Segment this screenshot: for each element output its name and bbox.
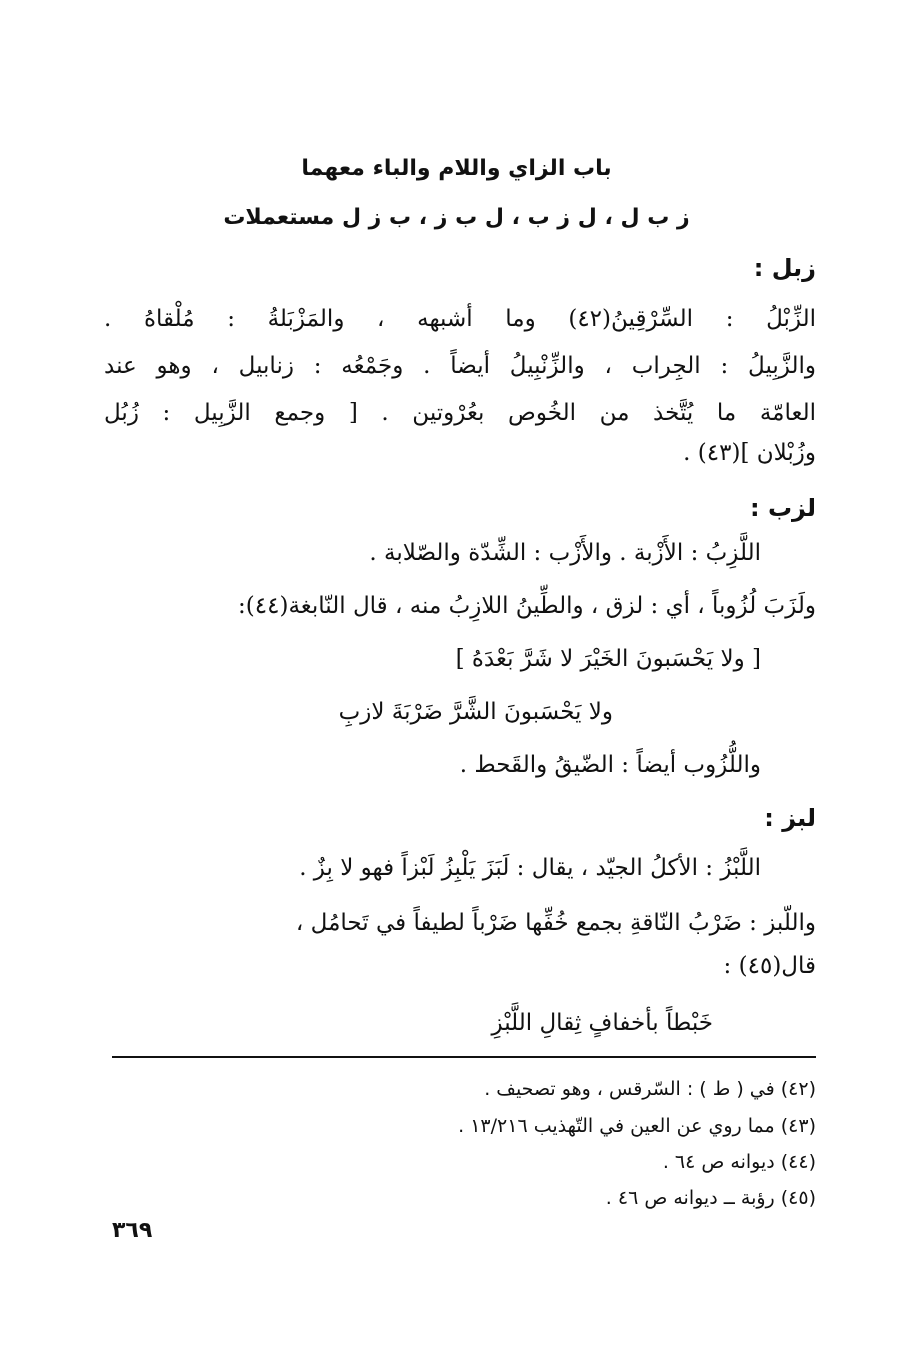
- entry-lzb-line-1: اللَّزِبُ : الأَزْبة . والأَزْب : الشِّدّة والصّلابة .: [369, 540, 761, 566]
- entry-heading-lzb: لزب :: [749, 494, 816, 522]
- entry-zbl-line-3: العامّة ما يُتَّخذ من الخُوص بعُرْوتين . [ وجمع الزَّبِيل : زُبُل: [104, 400, 816, 426]
- entry-lbz-line-3: قال(٤٥) :: [723, 953, 816, 979]
- footnote-45: (٤٥) رؤبة ــ ديوانه ص ٤٦ .: [605, 1187, 816, 1209]
- entry-heading-zbl: زبل :: [753, 254, 816, 282]
- entry-lzb-verse-1: [ ولا يَحْسَبونَ الخَيْرَ لا شَرَّ بَعْدَهُ ]: [455, 646, 761, 672]
- entry-lbz-line-1: اللَّبْزُ : الأكلُ الجيّد ، يقال : لَبَزَ يَلْبِزُ لَبْزاً فهو لا بِزٌ .: [299, 855, 761, 881]
- entry-zbl-line-2: والزَّبِيلُ : الجِراب ، والزِّنْبِيلُ أيضاً . وجَمْعُه : زنابيل ، وهو عند: [104, 353, 816, 379]
- footnote-42: (٤٢) في ( ط ) : السّرقس ، وهو تصحيف .: [484, 1078, 816, 1100]
- footnote-separator: [112, 1056, 816, 1058]
- footnote-44: (٤٤) ديوانه ص ٦٤ .: [662, 1151, 816, 1173]
- entry-lzb-line-3: واللُّزُوب أيضاً : الضّيقُ والقَحط .: [459, 752, 761, 778]
- entry-lzb-line-2: ولَزَبَ لُزُوباً ، أي : لزق ، والطِّينُ اللازِبُ منه ، قال النّابغة(٤٤):: [238, 593, 816, 619]
- page-number: ٣٦٩: [112, 1218, 153, 1243]
- entry-zbl-line-4: وزُبْلان ](٤٣) .: [683, 440, 816, 466]
- entry-heading-lbz: لبز :: [764, 804, 816, 832]
- chapter-title: باب الزاي واللام والباء معهما: [301, 156, 612, 181]
- root-permutations: ز ب ل ، ل ز ب ، ل ب ز ، ب ز ل مستعملات: [223, 205, 690, 230]
- entry-lzb-verse-2: ولا يَحْسَبونَ الشَّرَّ ضَرْبَةَ لازبِ: [338, 699, 613, 725]
- footnote-43: (٤٣) مما روي عن العين في التّهذيب ١٣/٢١٦ .: [458, 1115, 816, 1137]
- entry-lbz-verse: خَبْطاً بأخفافٍ ثِقالِ اللَّبْزِ: [491, 1010, 713, 1036]
- entry-zbl-line-1: الزِّبْلُ : السِّرْقِينُ(٤٢) وما أشبهه ، والمَزْبَلةُ : مُلْقاهُ .: [104, 306, 816, 332]
- entry-lbz-line-2: واللّبز : ضَرْبُ النّاقةِ بجمع خُفِّها ضَرْباً لطيفاً في تَحامُل ،: [295, 910, 816, 936]
